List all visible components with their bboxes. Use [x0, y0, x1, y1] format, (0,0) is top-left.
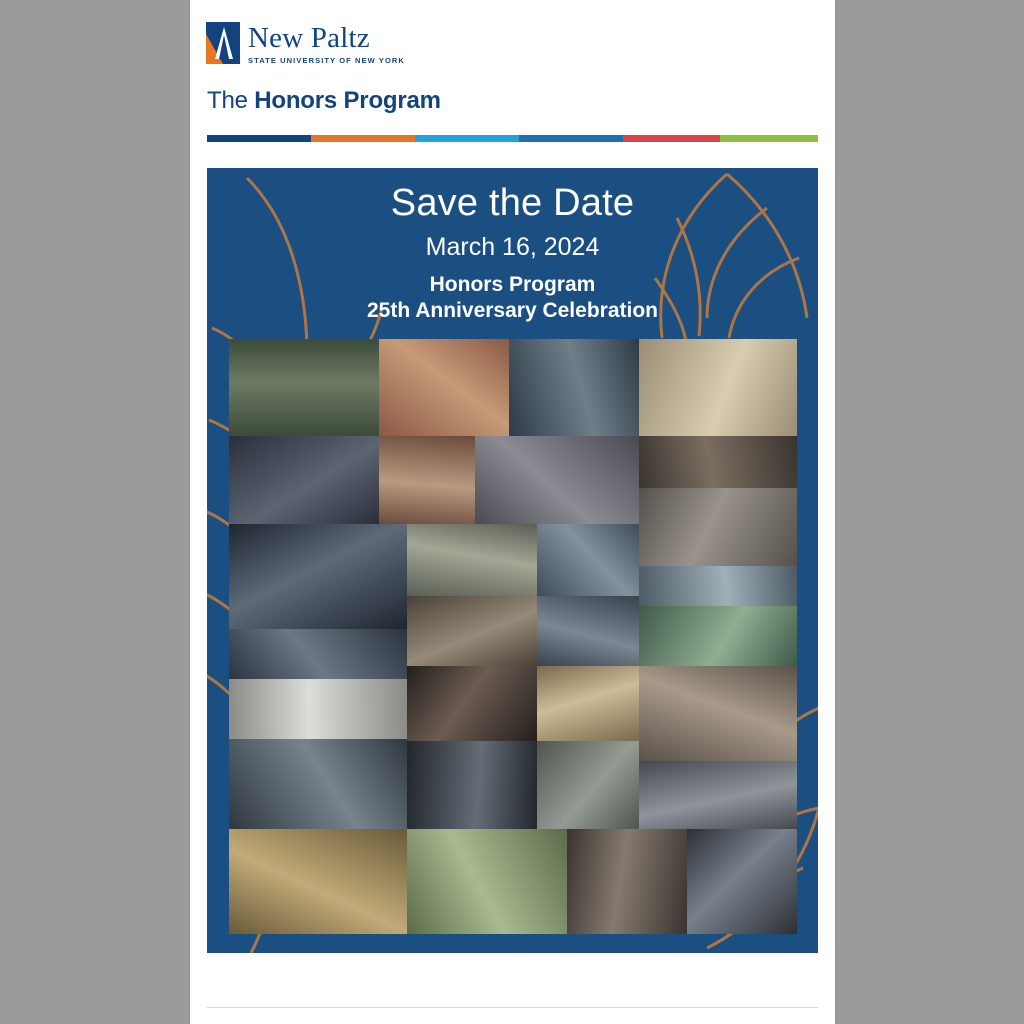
rule-segment-orange [311, 135, 415, 142]
photo-thumbnail [229, 436, 379, 524]
collage-photo-two-graduates-smiling [687, 829, 797, 934]
photo-thumbnail [567, 829, 687, 934]
rule-segment-blue [519, 135, 623, 142]
collage-photo-portrait-woman-smiling [229, 629, 407, 679]
photo-thumbnail [537, 596, 639, 666]
collage-photo-dance-performance [537, 666, 639, 741]
photo-thumbnail [407, 666, 537, 741]
photo-thumbnail [537, 741, 639, 829]
collage-photo-gallery-interior [229, 679, 407, 739]
page-title [190, 87, 835, 115]
photo-thumbnail [407, 596, 537, 666]
photo-thumbnail [379, 339, 509, 436]
document-header [190, 0, 835, 142]
photo-thumbnail [407, 741, 537, 829]
photo-thumbnail [639, 488, 797, 566]
collage-photo-large-group-indoors [229, 739, 407, 829]
poster-subtitle-line1: Honors Program [429, 273, 596, 297]
collage-photo-lab-equipment-shelves [639, 436, 797, 488]
photo-thumbnail [407, 829, 567, 934]
save-the-date-poster [207, 168, 818, 953]
photo-thumbnail [639, 339, 797, 436]
collage-photo-two-students-portrait [229, 524, 407, 629]
collage-photo-outdoor-sculpture-group [407, 829, 567, 934]
collage-photo-lecture-hall-seats [537, 596, 639, 666]
collage-photo-three-students-smiling [379, 339, 509, 436]
photo-thumbnail [537, 524, 639, 596]
collage-photo-two-students-bench [407, 741, 537, 829]
collage-photo-crowd-walking-campus [639, 761, 797, 829]
poster-subtitle [207, 272, 818, 325]
photo-thumbnail [639, 566, 797, 606]
photo-thumbnail [229, 679, 407, 739]
photo-thumbnail [639, 666, 797, 761]
photo-thumbnail [229, 739, 407, 829]
rule-segment-red [623, 135, 721, 142]
university-subtitle: STATE UNIVERSITY OF NEW YORK [248, 56, 405, 65]
photo-thumbnail [229, 339, 379, 436]
rule-segment-cyan [415, 135, 519, 142]
collage-photo-group-on-steps-building [639, 666, 797, 761]
photo-thumbnail [509, 339, 639, 436]
page-footer-divider [207, 1007, 818, 1008]
collage-photo-campus-building-window [639, 566, 797, 606]
photo-thumbnail [407, 524, 537, 596]
brand-lockup [190, 22, 835, 65]
photo-thumbnail [687, 829, 797, 934]
collage-photo-student-portrait-pair [379, 436, 475, 524]
collage-photo-students-at-table [639, 488, 797, 566]
brand-wordmark [248, 22, 405, 65]
collage-photo-two-students-outdoors [509, 339, 639, 436]
page-title-prefix: The [207, 86, 255, 114]
collage-photo-student-portrait-dark [407, 666, 537, 741]
university-name: New Paltz [248, 22, 370, 54]
photo-thumbnail [537, 666, 639, 741]
poster-subtitle-line2: 25th Anniversary Celebration [367, 299, 658, 323]
rule-segment-green [720, 135, 818, 142]
photo-thumbnail [639, 606, 797, 666]
collage-photo-group-photo-stairs [229, 339, 379, 436]
collage-photo-seminar-room-students [407, 524, 537, 596]
collage-photo-reception-gathering [567, 829, 687, 934]
poster-headline: Save the Date [390, 181, 635, 224]
collage-photo-presentation-audience [537, 524, 639, 596]
poster-heading-block [207, 168, 818, 325]
photo-thumbnail [639, 761, 797, 829]
collage-photo-students-group-indoor [537, 741, 639, 829]
collage-photo-students-seated-talk [407, 596, 537, 666]
brand-color-rule [207, 135, 818, 142]
photo-thumbnail [639, 436, 797, 488]
collage-photo-autumn-trail-group [229, 829, 407, 934]
rule-segment-navy [207, 135, 311, 142]
collage-photo-lakeside-group [639, 606, 797, 666]
photo-thumbnail [229, 629, 407, 679]
collage-photo-classroom-discussion [475, 436, 639, 524]
page-title-main: Honors Program [254, 86, 441, 114]
document-page [190, 0, 835, 1024]
photo-thumbnail [229, 524, 407, 629]
photo-thumbnail [229, 829, 407, 934]
photo-thumbnail [379, 436, 475, 524]
poster-date: March 16, 2024 [425, 233, 600, 262]
photo-thumbnail [475, 436, 639, 524]
new-paltz-mountain-logo-icon [206, 22, 240, 64]
photo-collage [229, 339, 797, 872]
collage-photo-film-festival-poster-wall [229, 436, 379, 524]
collage-photo-greek-ruins-columns [639, 339, 797, 436]
